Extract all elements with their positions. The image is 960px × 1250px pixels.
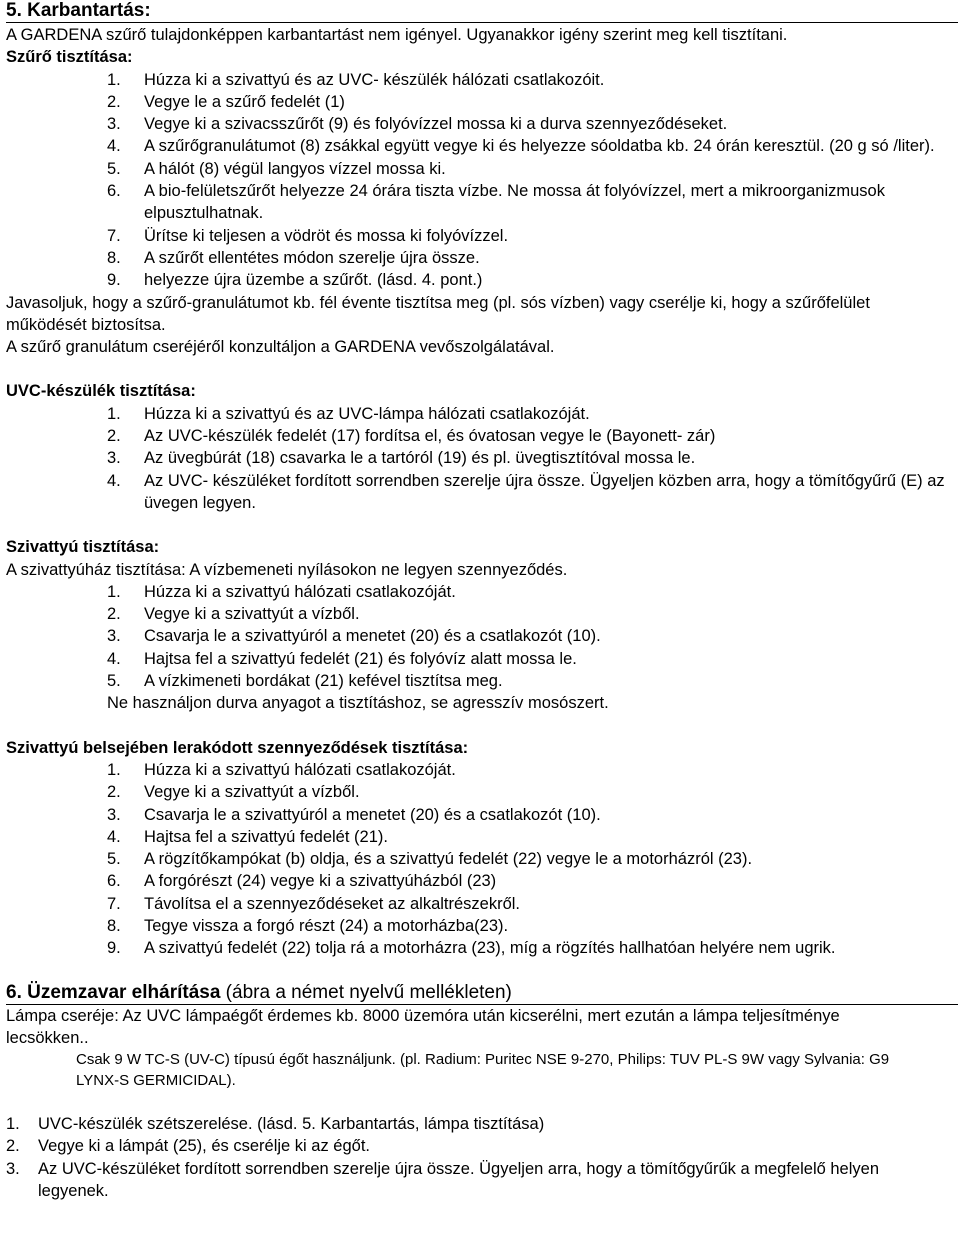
list-item-text: Húzza ki a szivattyú és az UVC-lámpa hálózati csatlakozóját. (144, 404, 590, 423)
inner-steps (0, 759, 960, 960)
list-item-text: Tegye vissza a forgó részt (24) a motorházba(23). (144, 916, 509, 935)
filter-heading: Szűrő tisztítása: (6, 48, 133, 67)
pump-steps (0, 581, 960, 692)
filter-note-2: A szűrő granulátum cseréjéről konzultáljon a GARDENA vevőszolgálatával. (6, 338, 555, 357)
list-item-number: 8. (107, 248, 121, 267)
list-item-number: 3. (6, 1159, 20, 1178)
list-item-number: 4. (107, 649, 121, 668)
list-item-text: Vegye le a szűrő fedelét (1) (144, 92, 345, 111)
list-item-number: 4. (107, 137, 121, 156)
list-item-text: A szűrőt ellentétes módon szerelje újra össze. (144, 248, 480, 267)
list-item (0, 893, 960, 915)
list-item-number: 3. (107, 805, 121, 824)
lamp-replacement: Lámpa cseréje: Az UVC lámpaégőt érdemes kb. 8000 üzemóra után kicserélni, mert ezután a lámpa teljesítménye lecsökken.. (6, 1006, 840, 1047)
spacer (0, 1091, 960, 1113)
spacer (0, 715, 960, 737)
list-item (0, 158, 960, 180)
pump-intro: A szivattyúház tisztítása: A vízbemeneti nyílásokon ne legyen szennyeződés. (6, 560, 568, 579)
list-item-text: Húzza ki a szivattyú hálózati csatlakozóját. (144, 760, 456, 779)
list-item-number: 1. (107, 760, 121, 779)
list-item-number: 2. (6, 1137, 20, 1156)
list-item-number: 2. (107, 605, 121, 624)
list-item-text: A hálót (8) végül langyos vízzel mossa ki. (144, 159, 446, 178)
list-item-number: 5. (107, 159, 121, 178)
list-item-number: 3. (107, 115, 121, 134)
filter-steps (0, 69, 960, 292)
section-5-rule (6, 22, 958, 23)
pump-warning: Ne használjon durva anyagot a tisztításhoz, se agresszív mosószert. (107, 694, 609, 713)
list-item-number: 2. (107, 427, 121, 446)
list-item-text: Vegye ki a lámpát (25), és cserélje ki az égőt. (38, 1137, 370, 1156)
section-6-title-bold: 6. Üzemzavar elhárítása (6, 981, 221, 1003)
list-item-text: Az UVC- készüléket fordított sorrendben szerelje újra össze. Ügyeljen közben arra, hogy a tömítőgyűrű (E) az üvegen legyen. (144, 471, 945, 512)
list-item-number: 5. (107, 850, 121, 869)
list-item (0, 1158, 960, 1203)
list-item (0, 670, 960, 692)
list-item (0, 470, 960, 515)
section-6-title (6, 982, 960, 1004)
list-item-number: 2. (107, 92, 121, 111)
list-item (0, 581, 960, 603)
list-item-text: A bio-felületszűrőt helyezze 24 órára tiszta vízbe. Ne mossa át folyóvízzel, mert a mikroorganizmusok elpusztulhatnak. (144, 182, 885, 223)
list-item (0, 603, 960, 625)
list-item-text: A forgórészt (24) vegye ki a szivattyúházból (23) (144, 872, 497, 891)
list-item-number: 3. (107, 449, 121, 468)
list-item-number: 4. (107, 827, 121, 846)
list-item (0, 69, 960, 91)
list-item (0, 91, 960, 113)
list-item-number: 5. (107, 672, 121, 691)
list-item-text: A szivattyú fedelét (22) tolja rá a motorházra (23), míg a rögzítés hallhatóan helyére nem ugrik. (144, 939, 836, 958)
list-item (0, 759, 960, 781)
uvc-steps (0, 403, 960, 514)
list-item-text: Vegye ki a szivattyút a vízből. (144, 783, 360, 802)
pump-heading: Szivattyú tisztítása: (6, 538, 160, 557)
section-5-title: 5. Karbantartás: (6, 0, 151, 21)
section-5-intro: A GARDENA szűrő tulajdonképpen karbantartást nem igényel. Ugyanakkor igény szerint meg kell tisztítani. (6, 26, 788, 44)
list-item (0, 781, 960, 803)
list-item-text: A rögzítőkampókat (b) oldja, és a szivattyú fedelét (22) vegye le a motorházról (23). (144, 850, 753, 869)
list-item-text: A vízkimeneti bordákat (21) kefével tisztítsa meg. (144, 672, 503, 691)
list-item-number: 1. (107, 582, 121, 601)
list-item-number: 1. (107, 70, 121, 89)
list-item-text: Vegye ki a szivacsszűrőt (9) és folyóvízzel mossa ki a durva szennyeződéseket. (144, 115, 728, 134)
list-item-text: Az UVC-készüléket fordított sorrendben szerelje újra össze. Ügyeljen arra, hogy a tömítőgyűrűk a megfelelő helyen legyenek. (38, 1159, 880, 1201)
list-item (0, 1113, 960, 1135)
list-item (0, 804, 960, 826)
list-item (0, 870, 960, 892)
filter-note-1: Javasoljuk, hogy a szűrő-granulátumot kb. fél évente tisztítsa meg (pl. sós vízben) vagy cserélje ki, hogy a szűrőfelület működését biztosítsa. (6, 293, 870, 334)
list-item-text: Húzza ki a szivattyú hálózati csatlakozóját. (144, 582, 456, 601)
section-6-title-rest: (ábra a német nyelvű mellékleten) (220, 981, 512, 1003)
spacer (0, 960, 960, 982)
list-item (0, 915, 960, 937)
list-item (0, 848, 960, 870)
list-item (0, 403, 960, 425)
list-item-number: 3. (107, 627, 121, 646)
list-item-number: 6. (107, 182, 121, 201)
list-item-text: Csavarja le a szivattyúról a menetet (20) és a csatlakozót (10). (144, 805, 601, 824)
list-item-text: Hajtsa fel a szivattyú fedelét (21) és folyóvíz alatt mossa le. (144, 649, 577, 668)
list-item (0, 648, 960, 670)
list-item-text: A szűrőgranulátumot (8) zsákkal együtt vegye ki és helyezze sóoldatba kb. 24 órán keresztül. (20 g só /liter). (144, 137, 935, 156)
list-item (0, 225, 960, 247)
list-item (0, 113, 960, 135)
list-item-text: Ürítse ki teljesen a vödröt és mossa ki folyóvízzel. (144, 226, 509, 245)
list-item-text: Hajtsa fel a szivattyú fedelét (21). (144, 827, 388, 846)
list-item-number: 6. (107, 872, 121, 891)
inner-heading: Szivattyú belsejében lerakódott szennyeződések tisztítása: (6, 738, 469, 757)
list-item-number: 2. (107, 783, 121, 802)
uvc-heading: UVC-készülék tisztítása: (6, 382, 196, 401)
list-item (0, 269, 960, 291)
list-item (0, 937, 960, 959)
list-item-text: Csavarja le a szivattyúról a menetet (20) és a csatlakozót (10). (144, 627, 601, 646)
list-item-number: 4. (107, 471, 121, 490)
list-item (0, 180, 960, 225)
list-item (0, 826, 960, 848)
list-item-text: Távolítsa el a szennyeződéseket az alkaltrészekről. (144, 894, 521, 913)
spacer (0, 514, 960, 536)
list-item-text: UVC-készülék szétszerelése. (lásd. 5. Karbantartás, lámpa tisztítása) (38, 1115, 545, 1134)
list-item-number: 7. (107, 226, 121, 245)
spacer (0, 358, 960, 380)
list-item (0, 625, 960, 647)
list-item (0, 425, 960, 447)
list-item-number: 1. (6, 1115, 20, 1134)
list-item-text: helyezze újra üzembe a szűrőt. (lásd. 4. pont.) (144, 271, 483, 290)
list-item-number: 1. (107, 404, 121, 423)
list-item-number: 9. (107, 271, 121, 290)
list-item-text: Húzza ki a szivattyú és az UVC- készülék hálózati csatlakozóit. (144, 70, 605, 89)
list-item (0, 447, 960, 469)
list-item-text: Vegye ki a szivattyút a vízből. (144, 605, 360, 624)
list-item-number: 7. (107, 894, 121, 913)
list-item (0, 135, 960, 157)
lamp-type-note: Csak 9 W TC-S (UV-C) típusú égőt használjunk. (pl. Radium: Puritec NSE 9-270, Philips: TUV PL-S 9W vagy Sylvania: G9 LYNX-S GERMICIDAL). (76, 1051, 890, 1090)
list-item-number: 8. (107, 916, 121, 935)
list-item (0, 1135, 960, 1157)
section-6-steps (0, 1113, 960, 1202)
list-item-number: 9. (107, 939, 121, 958)
list-item-text: Az UVC-készülék fedelét (17) fordítsa el, és óvatosan vegye le (Bayonett- zár) (144, 427, 716, 446)
list-item-text: Az üvegbúrát (18) csavarka le a tartóról (19) és pl. üvegtisztítóval mossa le. (144, 449, 696, 468)
list-item (0, 247, 960, 269)
